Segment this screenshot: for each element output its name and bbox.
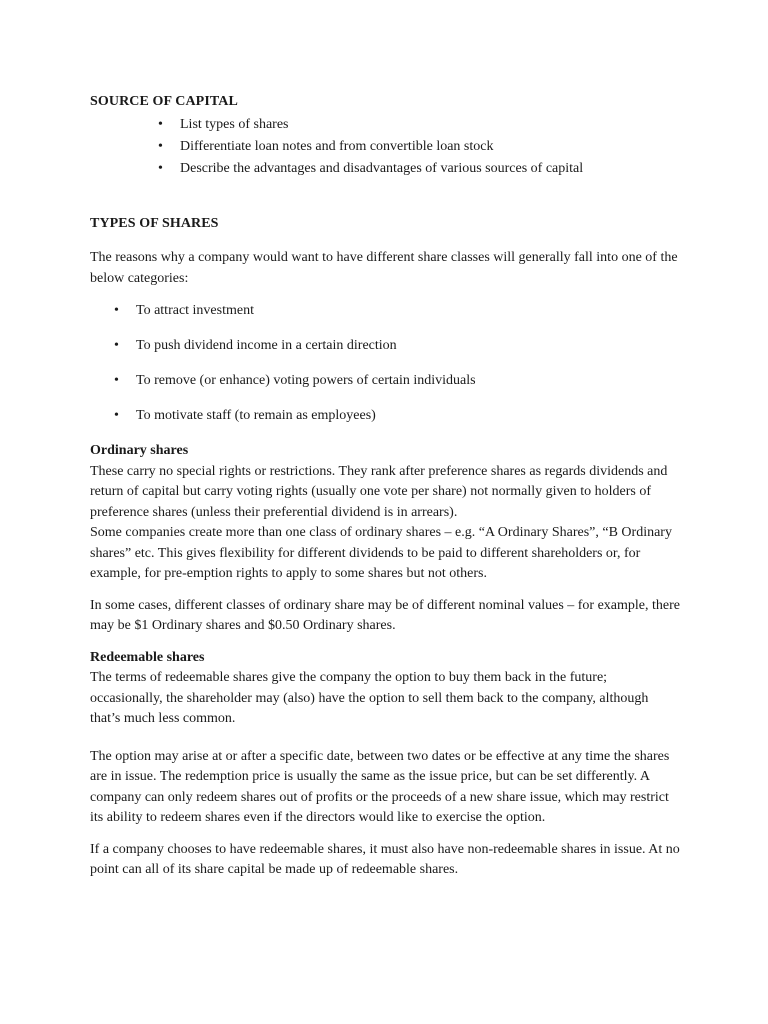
redeemable-shares-section: [90, 648, 682, 881]
reason-item: • To remove (or enhance) voting powers of certain individuals: [136, 371, 682, 392]
redeemable-paragraph: The terms of redeemable shares give the company the option to buy them back in the future; occasionally, the shareholder may (also) have the option to sell them back to the company, although that’s much less common.: [90, 670, 649, 726]
types-heading: TYPES OF SHARES: [90, 215, 219, 231]
objectives-list: [90, 114, 682, 180]
document-page: [90, 92, 682, 881]
objective-item: • Describe the advantages and disadvantages of various sources of capital: [180, 158, 682, 180]
reason-item: • To push dividend income in a certain direction: [136, 336, 682, 357]
reasons-list: [90, 301, 682, 427]
ordinary-shares-heading: Ordinary shares: [90, 443, 189, 458]
reason-item: • To motivate staff (to remain as employees): [136, 406, 682, 427]
document-title: SOURCE OF CAPITAL: [90, 94, 238, 109]
intro-paragraph: The reasons why a company would want to have different share classes will generally fall into one of the below categories:: [90, 250, 678, 286]
ordinary-paragraph: In some cases, different classes of ordinary share may be of different nominal values – for example, there may be $1 Ordinary shares and $0.50 Ordinary shares.: [90, 597, 680, 633]
redeemable-paragraph: The option may arise at or after a specific date, between two dates or be effective at any time the shares are in issue. The redemption price is usually the same as the issue price, but can be set differently. A company can only redeem shares out of profits or the proceeds of a new share issue, which may restrict its ability to redeem shares even if the directors would like to exercise the option.: [90, 748, 670, 825]
redeemable-shares-heading: Redeemable shares: [90, 649, 205, 665]
ordinary-paragraph: Some companies create more than one class of ordinary shares – e.g. “A Ordinary Shares”, “B Ordinary shares” etc. This gives flexibility for different dividends to be paid to different shareholders or, for example, for pre-emption rights to apply to some shares but not others.: [90, 525, 672, 581]
ordinary-shares-section: [90, 441, 682, 637]
redeemable-paragraph: If a company chooses to have redeemable shares, it must also have non-redeemable shares in issue. At no point can all of its share capital be made up of redeemable shares.: [90, 841, 680, 877]
reason-item: • To attract investment: [136, 301, 682, 322]
objective-item: • List types of shares: [180, 114, 682, 136]
objective-item: • Differentiate loan notes and from convertible loan stock: [180, 136, 682, 158]
ordinary-paragraph: These carry no special rights or restrictions. They rank after preference shares as regards dividends and return of capital but carry voting rights (usually one vote per share) not normally given to holders of preference shares (unless their preferential dividend is in arrears).: [90, 463, 668, 520]
